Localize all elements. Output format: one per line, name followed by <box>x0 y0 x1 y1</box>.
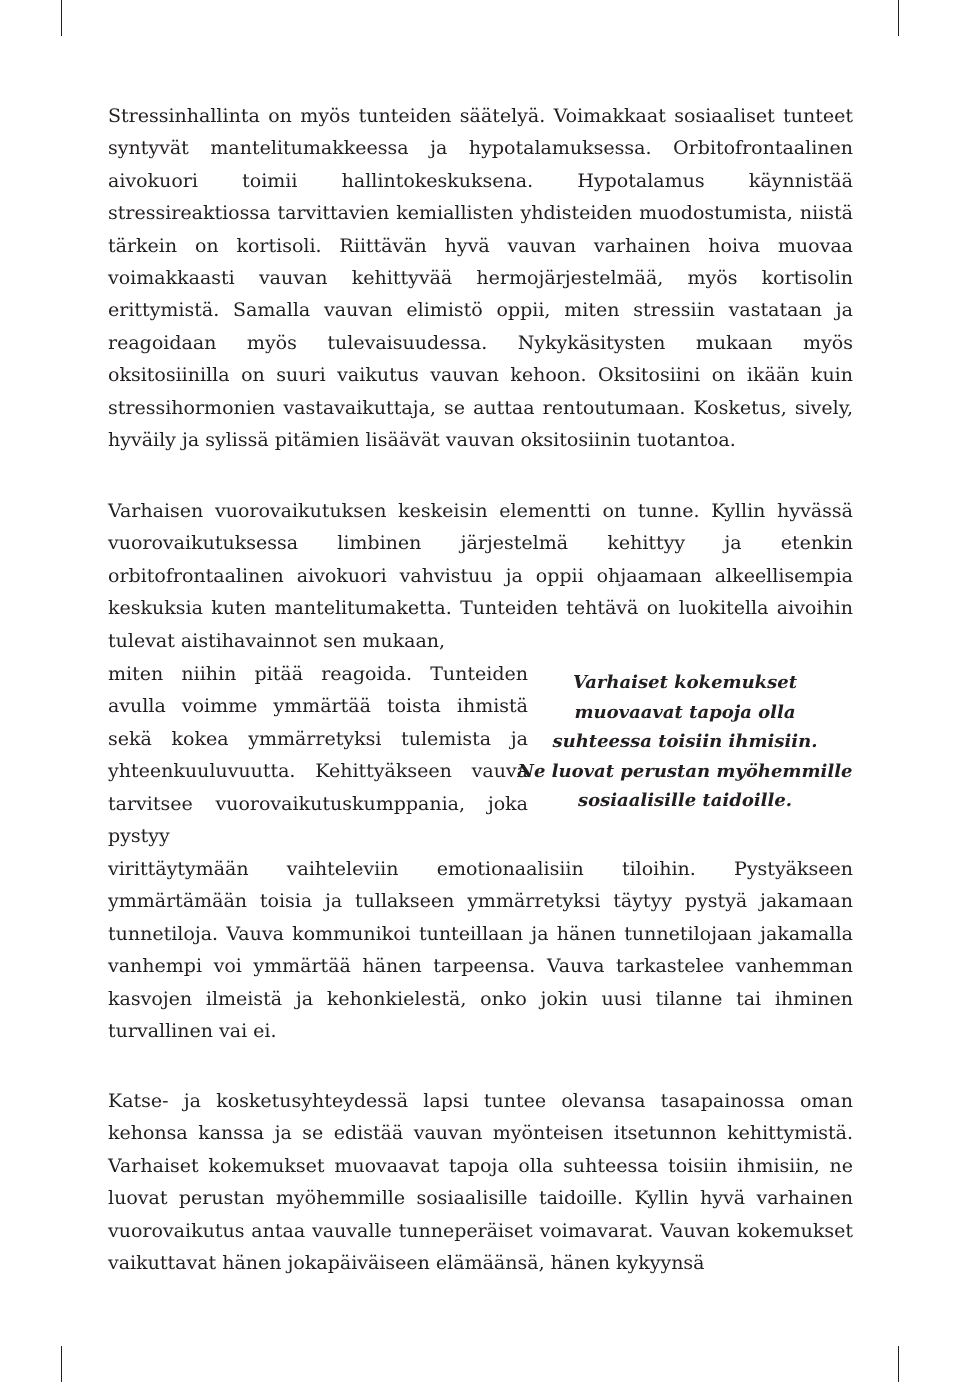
pull-quote <box>500 668 870 816</box>
paragraph-interaction-emotion-wrap: miten niihin pitää reagoida. Tunteiden avulla voimme ymmärtää toista ihmistä sekä kokea ymmärretyksi tulemista ja yhteenkuuluvuutta. Kehittyäkseen vauva tarvitsee vuorovaikutuskumppania, joka pystyy <box>108 663 528 848</box>
pull-quote-line: Varhaiset kokemukset <box>572 672 798 693</box>
pull-quote-line: Ne luovat perustan myöhemmille <box>517 760 853 782</box>
crop-mark-bottom-left <box>61 1346 62 1382</box>
crop-mark-bottom-right <box>898 1346 899 1382</box>
paragraph-eye-contact: Katse- ja kosketusyhteydessä lapsi tuntee olevansa tasapainossa oman kehonsa kanssa ja se edistää vauvan myönteisen itsetunnon kehittymistä. Varhaiset kokemukset muovaavat tapoja olla suhteessa toisiin ihmisiin, ne luovat perustan myöhemmille sosiaalisille taidoille. Kyllin hyvä varhainen vuorovaikutus antaa vauvalle tunneperäiset voimavarat. Vauvan kokemukset vaikuttavat hänen jokapäiväiseen elämäänsä, hänen kykyynsä <box>108 1090 853 1275</box>
pull-quote-line: sosiaalisille taidoille. <box>577 790 793 811</box>
pull-quote-line: muovaavat tapoja olla <box>574 701 796 723</box>
crop-mark-top-left <box>61 0 62 36</box>
paragraph-interaction-emotion-continued: virittäytymään vaihteleviin emotionaalisiin tiloihin. Pystyäkseen ymmärtämään toisia ja tullakseen ymmärretyksi täytyy pystyä jakamaan tunnetiloja. Vauva kommunikoi tunteillaan ja hänen tunnetilojaan jakamalla vanhempi voi ymmärtää hänen tarpeensa. Vauva tarkastelee vanhemman kasvojen ilmeistä ja kehonkielestä, onko jokin uusi tilanne tai ihminen turvallinen vai ei. <box>108 858 853 1043</box>
crop-mark-top-right <box>898 0 899 36</box>
paragraph-stress-regulation: Stressinhallinta on myös tunteiden säätelyä. Voimakkaat sosiaaliset tunteet syntyvät mantelitumakkeessa ja hypotalamuksessa. Orbitofrontaalinen aivokuori toimii hallintokeskuksena. Hypotalamus käynnistää stressireaktiossa tarvittavien kemiallisten yhdisteiden muodostumista, niistä tärkein on kortisoli. Riittävän hyvä vauvan varhainen hoiva muovaa voimakkaasti vauvan kehittyvää hermojärjestelmää, myös kortisolin erittymistä. Samalla vauvan elimistö oppii, miten stressiin vastataan ja reagoidaan myös tulevaisuudessa. Nykykäsitysten mukaan myös oksitosiinilla on suuri vaikutus vauvan kehoon. Oksitosiini on ikään kuin stressihormonien vastavaikuttaja, se auttaa rentoutumaan. Kosketus, sively, hyväily ja sylissä pitämien lisäävät vauvan oksitosiinin tuotantoa. <box>108 105 853 452</box>
pull-quote-line: suhteessa toisiin ihmisiin. <box>552 731 818 752</box>
paragraph-interaction-emotion: Varhaisen vuorovaikutuksen keskeisin elementti on tunne. Kyllin hyvässä vuorovaikutuksessa limbinen järjestelmä kehittyy ja etenkin orbitofrontaalinen aivokuori vahvistuu ja oppii ohjaamaan alkeellisempia keskuksia kuten mantelitumaketta. Tunteiden tehtävä on luokitella aivoihin tulevat aistihavainnot sen mukaan, <box>108 500 853 652</box>
